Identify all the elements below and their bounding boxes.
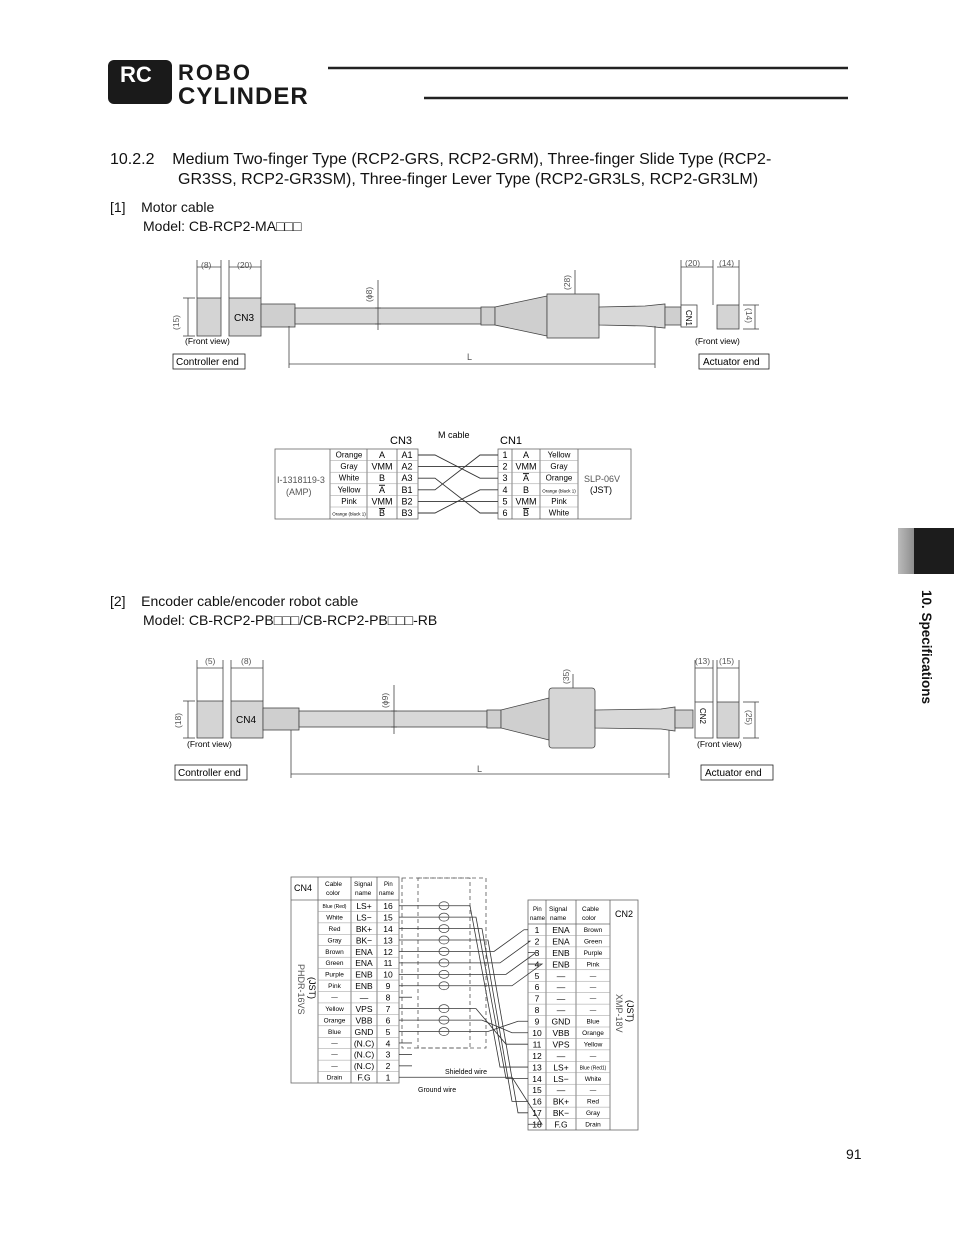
cn4-signal: ENB bbox=[355, 969, 373, 980]
cn4-rows bbox=[318, 901, 399, 1083]
connector-cn1-label: CN1 bbox=[684, 310, 693, 327]
cn4-signal: F.G bbox=[357, 1072, 371, 1083]
cn2-signal: LS+ bbox=[553, 1062, 569, 1073]
dim-length: L bbox=[477, 764, 483, 774]
dim-label: (5) bbox=[205, 656, 216, 666]
head-signal: Signal bbox=[354, 881, 373, 888]
cn3-pin: B3 bbox=[401, 508, 413, 518]
cn1-cable-color: Gray bbox=[550, 462, 568, 472]
cn4-pin: 16 bbox=[383, 901, 393, 911]
cn2-cable-color: Purple bbox=[583, 949, 603, 957]
head-signal: name bbox=[355, 890, 372, 897]
cn3-signal: B bbox=[378, 473, 386, 484]
cn4-signal: (N.C) bbox=[353, 1049, 375, 1060]
encoder-cable-model: Model: CB-RCP2-PB□□□/CB-RCP2-PB□□□-RB bbox=[143, 612, 438, 628]
cn3-pin: A1 bbox=[401, 450, 413, 460]
encoder-wire bbox=[399, 1077, 542, 1124]
shielded-wire-label: Shielded wire bbox=[445, 1069, 488, 1076]
dim-label: (14) bbox=[719, 258, 735, 268]
head-signal: name bbox=[550, 915, 567, 922]
head-signal: Signal bbox=[549, 906, 568, 913]
logo-word-robo: ROBO bbox=[178, 60, 252, 85]
cn4-cable-color: Orange bbox=[323, 1017, 346, 1025]
cn4-signal: BK+ bbox=[355, 923, 373, 934]
cn2-rows bbox=[528, 925, 610, 1130]
cn4-title: CN4 bbox=[294, 883, 313, 893]
head-pin: name bbox=[530, 916, 546, 922]
cn4-signal: (N.C) bbox=[353, 1061, 375, 1072]
cn4-pin: 9 bbox=[385, 981, 391, 992]
cn2-cable-color: — bbox=[589, 1007, 597, 1015]
cn2-cable-color: Gray bbox=[585, 1110, 601, 1118]
robo-cylinder-logo bbox=[108, 58, 848, 108]
cn4-signal: ENA bbox=[355, 958, 373, 969]
encoder-cable-index: [2] bbox=[110, 593, 126, 609]
cn2-signal: ENA bbox=[552, 936, 570, 947]
head-cable-color: Cable bbox=[325, 881, 342, 888]
logo-word-cylinder: CYLINDER bbox=[178, 83, 309, 108]
dim-label: (15) bbox=[171, 314, 181, 330]
cn4-signal: ENA bbox=[355, 946, 373, 957]
connector-cn2-label: CN2 bbox=[698, 708, 707, 725]
cn2-pin: 18 bbox=[532, 1119, 542, 1130]
controller-end-label: Controller end bbox=[176, 357, 239, 368]
cn4-cable-color: Red bbox=[328, 925, 341, 933]
motor-cable-drawing bbox=[165, 250, 775, 375]
dim-label: (15) bbox=[719, 656, 735, 666]
cn1-signal: A bbox=[522, 473, 530, 484]
side-tab-marker bbox=[914, 528, 954, 574]
cn2-cable-color: — bbox=[589, 972, 597, 980]
cn4-pin: 3 bbox=[385, 1049, 391, 1060]
cn2-signal: — bbox=[556, 1005, 566, 1016]
cn2-cable-color: — bbox=[589, 1087, 597, 1095]
cn3-pin: B2 bbox=[401, 496, 413, 507]
head-cable-color: color bbox=[326, 890, 341, 897]
cn4-signal: VBB bbox=[355, 1015, 373, 1026]
head-cable-color: Cable bbox=[582, 906, 599, 913]
cn1-pin: 1 bbox=[502, 450, 508, 460]
cn2-pin: 9 bbox=[534, 1016, 540, 1027]
dim-sleeve: (35) bbox=[561, 668, 571, 684]
cn3-cable-color: Orange (black 1) bbox=[332, 511, 366, 517]
cn3-title: CN3 bbox=[390, 435, 413, 447]
cn2-pin: 7 bbox=[534, 993, 540, 1004]
cn2-pin: 17 bbox=[532, 1108, 542, 1119]
cn4-pin: 7 bbox=[385, 1003, 391, 1014]
cn2-pin: 8 bbox=[534, 1005, 540, 1016]
actuator-end-label: Actuator end bbox=[703, 357, 760, 368]
front-view-label-right: (Front view) bbox=[695, 336, 740, 346]
motor-wires bbox=[418, 455, 498, 513]
cn1-title: CN1 bbox=[500, 435, 523, 447]
cn2-signal: — bbox=[556, 970, 566, 981]
section-heading bbox=[110, 150, 850, 190]
cn2-title: CN2 bbox=[615, 909, 634, 919]
cn4-pin: 13 bbox=[383, 935, 393, 946]
cn4-cable-color: Purple bbox=[325, 971, 344, 979]
cn1-pin: 6 bbox=[502, 508, 508, 518]
cn3-signal: A bbox=[378, 450, 386, 460]
motor-cable-title: Motor cable bbox=[141, 199, 215, 215]
cn4-signal: — bbox=[359, 992, 369, 1003]
amp-part-label: I-1318119-3 bbox=[277, 475, 325, 485]
cn2-cable-color: Blue (Red1) bbox=[579, 1065, 607, 1072]
section-title-line1: Medium Two-finger Type (RCP2-GRS, RCP2-GRM), Three-finger Slide Type (RCP2- bbox=[172, 151, 772, 168]
cn4-pin: 6 bbox=[385, 1015, 391, 1026]
cn2-cable-color: Orange bbox=[582, 1030, 604, 1037]
cn2-pin: 12 bbox=[532, 1050, 542, 1061]
cn2-signal: BK− bbox=[552, 1108, 570, 1119]
cn4-cable-color: — bbox=[331, 1051, 338, 1059]
cn4-pin: 5 bbox=[385, 1026, 391, 1037]
encoder-cable-drawing bbox=[165, 652, 780, 782]
cn2-signal: — bbox=[556, 1085, 566, 1096]
cn2-signal: ENB bbox=[552, 947, 570, 958]
cn3-cable-color: Yellow bbox=[337, 485, 361, 495]
encoder-cable-title: Encoder cable/encoder robot cable bbox=[141, 593, 359, 609]
cn4-cable-color: Yellow bbox=[325, 1005, 344, 1013]
cn2-cable-color: Yellow bbox=[583, 1041, 603, 1049]
motor-cable-heading bbox=[110, 198, 301, 236]
cn3-cable-color: Orange bbox=[335, 450, 363, 460]
dim-label: (8) bbox=[201, 260, 212, 270]
cn2-signal: LS− bbox=[553, 1073, 569, 1084]
cn4-signal: BK− bbox=[355, 935, 373, 946]
motor-cable-index: [1] bbox=[110, 199, 126, 215]
cn2-signal: — bbox=[556, 1050, 566, 1061]
motor-wiring-diagram bbox=[270, 425, 640, 525]
cn4-cable-color: Green bbox=[325, 960, 344, 968]
cn2-pin: 11 bbox=[532, 1039, 542, 1050]
head-cable-color: color bbox=[582, 915, 597, 922]
controller-end-label: Controller end bbox=[178, 768, 241, 779]
cn3-cable-color: White bbox=[338, 473, 360, 483]
cn2-signal: VPS bbox=[552, 1039, 570, 1050]
cn4-pin: 4 bbox=[385, 1038, 391, 1049]
head-pin: Pin bbox=[384, 882, 393, 888]
cn4-signal: (N.C) bbox=[353, 1038, 375, 1049]
cn4-pin: 11 bbox=[383, 958, 393, 969]
cn2-pin: 14 bbox=[532, 1073, 542, 1084]
encoder-cable-heading bbox=[110, 592, 437, 630]
cn4-signal: LS− bbox=[356, 912, 372, 923]
cn4-cable-color: — bbox=[331, 994, 338, 1002]
logo-letters: RC bbox=[120, 62, 152, 87]
head-pin: name bbox=[379, 891, 395, 897]
front-view-label-left: (Front view) bbox=[185, 336, 230, 346]
cn1-cable-color: Orange (black 1) bbox=[542, 488, 576, 494]
cn4-cable-color: Blue (Red) bbox=[322, 904, 347, 910]
phdr-maker-label: (JST) bbox=[307, 977, 317, 999]
xmp-maker-label: (JST) bbox=[625, 1000, 635, 1022]
dim-label: (13) bbox=[695, 656, 711, 666]
dim-phi: (ϕ9) bbox=[380, 692, 390, 708]
cn1-signal: VMM bbox=[515, 461, 537, 472]
cn2-signal: ENA bbox=[552, 925, 570, 935]
cn1-signal: VMM bbox=[515, 496, 537, 507]
cn3-cable-color: Gray bbox=[340, 462, 358, 472]
cn3-cable-color: Pink bbox=[341, 496, 357, 506]
cn4-signal: GND bbox=[354, 1026, 374, 1037]
cn4-cable-color: Drain bbox=[326, 1074, 343, 1082]
front-view-label-left: (Front view) bbox=[187, 739, 232, 749]
cn4-pin: 10 bbox=[383, 969, 393, 980]
cn2-cable-color: — bbox=[589, 995, 597, 1003]
motor-cable-model: Model: CB-RCP2-MA□□□ bbox=[143, 218, 302, 234]
cn1-pin: 2 bbox=[502, 461, 508, 472]
cn4-pin: 15 bbox=[383, 912, 393, 923]
amp-maker-label: (AMP) bbox=[286, 487, 312, 497]
cn4-cable-color: Pink bbox=[328, 983, 341, 991]
cn1-pin: 5 bbox=[502, 496, 508, 507]
cn2-pin: 16 bbox=[532, 1096, 542, 1107]
cn4-pin: 14 bbox=[383, 923, 393, 934]
encoder-wire bbox=[399, 964, 542, 986]
cn2-cable-color: — bbox=[589, 1052, 597, 1060]
cn4-pin: 1 bbox=[385, 1072, 391, 1083]
motor-wire bbox=[418, 478, 498, 513]
encoder-wire bbox=[399, 941, 530, 963]
cn2-cable-color: Green bbox=[583, 938, 603, 946]
cn2-cable-color: Blue bbox=[586, 1018, 600, 1026]
connector-cn4-label: CN4 bbox=[236, 715, 257, 726]
cn4-cable-color: White bbox=[326, 914, 343, 922]
motor-wire bbox=[418, 455, 498, 490]
encoder-wiring-diagram bbox=[290, 874, 640, 1134]
cn2-signal: — bbox=[556, 982, 566, 993]
side-tab-text: 10. Specifications bbox=[919, 590, 934, 705]
cn3-pin: A3 bbox=[401, 473, 413, 484]
cn2-signal: — bbox=[556, 993, 566, 1004]
cn1-pin: 3 bbox=[502, 473, 508, 484]
dim-length: L bbox=[467, 352, 473, 362]
cn2-cable-color: Pink bbox=[586, 961, 600, 969]
cn1-signal: B bbox=[522, 484, 530, 495]
dim-label: (14) bbox=[744, 308, 754, 324]
cn2-cable-color: — bbox=[589, 984, 597, 992]
front-view-label-right: (Front view) bbox=[697, 739, 742, 749]
dim-label: (20) bbox=[685, 258, 701, 268]
cn1-rows bbox=[498, 450, 578, 518]
cn2-signal: GND bbox=[551, 1016, 571, 1027]
cn2-pin: 5 bbox=[534, 970, 540, 981]
cn2-pin: 3 bbox=[534, 947, 540, 958]
dim-label: (20) bbox=[237, 260, 253, 270]
cn2-pin: 15 bbox=[532, 1085, 542, 1096]
cn4-signal: LS+ bbox=[356, 901, 372, 911]
cn4-cable-color: — bbox=[331, 1063, 338, 1071]
cn1-pin: 4 bbox=[502, 484, 508, 495]
dim-label: (18) bbox=[173, 712, 183, 728]
section-title-line2: GR3SS, RCP2-GR3SM), Three-finger Lever Type (RCP2-GR3LS, RCP2-GR3LM) bbox=[178, 171, 759, 188]
cn1-cable-color: Yellow bbox=[547, 450, 571, 460]
head-pin: Pin bbox=[533, 907, 542, 913]
cn1-cable-color: White bbox=[548, 508, 570, 518]
encoder-wire bbox=[399, 953, 536, 975]
actuator-end-label: Actuator end bbox=[705, 768, 762, 779]
cn2-cable-color: Brown bbox=[583, 927, 603, 934]
cn3-signal: B bbox=[378, 508, 386, 518]
cn2-signal: BK+ bbox=[552, 1096, 570, 1107]
cn1-signal: A bbox=[522, 450, 530, 460]
cn2-signal: VBB bbox=[552, 1028, 570, 1038]
ground-wire-label: Ground wire bbox=[418, 1087, 457, 1094]
dim-label: (25) bbox=[744, 710, 754, 726]
slp-part-label: SLP-06V bbox=[584, 474, 621, 484]
side-tab-label bbox=[912, 590, 942, 720]
cn3-signal: VMM bbox=[371, 461, 393, 472]
cn4-cable-color: Blue bbox=[327, 1028, 342, 1036]
cn4-cable-color: Brown bbox=[325, 948, 344, 956]
connector-cn3-label: CN3 bbox=[234, 313, 255, 324]
cn4-cable-color: — bbox=[331, 1040, 338, 1048]
cn2-signal: ENB bbox=[552, 959, 570, 970]
cn4-signal: VPS bbox=[355, 1003, 373, 1014]
cn2-pin: 10 bbox=[532, 1028, 542, 1038]
cn2-pin: 1 bbox=[534, 925, 540, 935]
phdr-part-label: PHDR-16VS bbox=[296, 964, 306, 1015]
cn3-pin: B1 bbox=[401, 484, 413, 495]
cn3-signal: A bbox=[378, 484, 386, 495]
cn4-pin: 2 bbox=[385, 1061, 391, 1072]
dim-sleeve: (28) bbox=[562, 274, 572, 290]
cn3-rows bbox=[330, 450, 418, 518]
cn3-signal: VMM bbox=[371, 496, 393, 507]
cn2-pin: 6 bbox=[534, 982, 540, 993]
cn1-signal: B bbox=[522, 508, 530, 518]
cn2-signal: F.G bbox=[554, 1119, 568, 1130]
cn3-pin: A2 bbox=[401, 461, 413, 472]
cn1-cable-color: Pink bbox=[551, 496, 567, 506]
page-number: 91 bbox=[846, 1146, 862, 1162]
cn2-cable-color: White bbox=[584, 1075, 602, 1083]
cn4-signal: ENB bbox=[355, 981, 373, 992]
dim-phi: (ϕ8) bbox=[364, 286, 374, 302]
cn2-cable-color: Red bbox=[587, 1098, 599, 1106]
cn2-pin: 4 bbox=[534, 959, 540, 970]
cn2-pin: 2 bbox=[534, 936, 540, 947]
dim-label: (8) bbox=[241, 656, 252, 666]
cn2-pin: 13 bbox=[532, 1062, 542, 1073]
cn2-cable-color: Drain bbox=[585, 1121, 601, 1129]
xmp-part-label: XMP-18V bbox=[614, 994, 624, 1033]
section-number: 10.2.2 bbox=[110, 151, 155, 168]
cn4-cable-color: Gray bbox=[327, 937, 342, 945]
slp-maker-label: (JST) bbox=[590, 485, 612, 495]
m-cable-label: M cable bbox=[438, 430, 470, 440]
cn4-pin: 8 bbox=[385, 992, 391, 1003]
cn1-cable-color: Orange bbox=[545, 473, 573, 483]
cn4-pin: 12 bbox=[383, 946, 393, 957]
